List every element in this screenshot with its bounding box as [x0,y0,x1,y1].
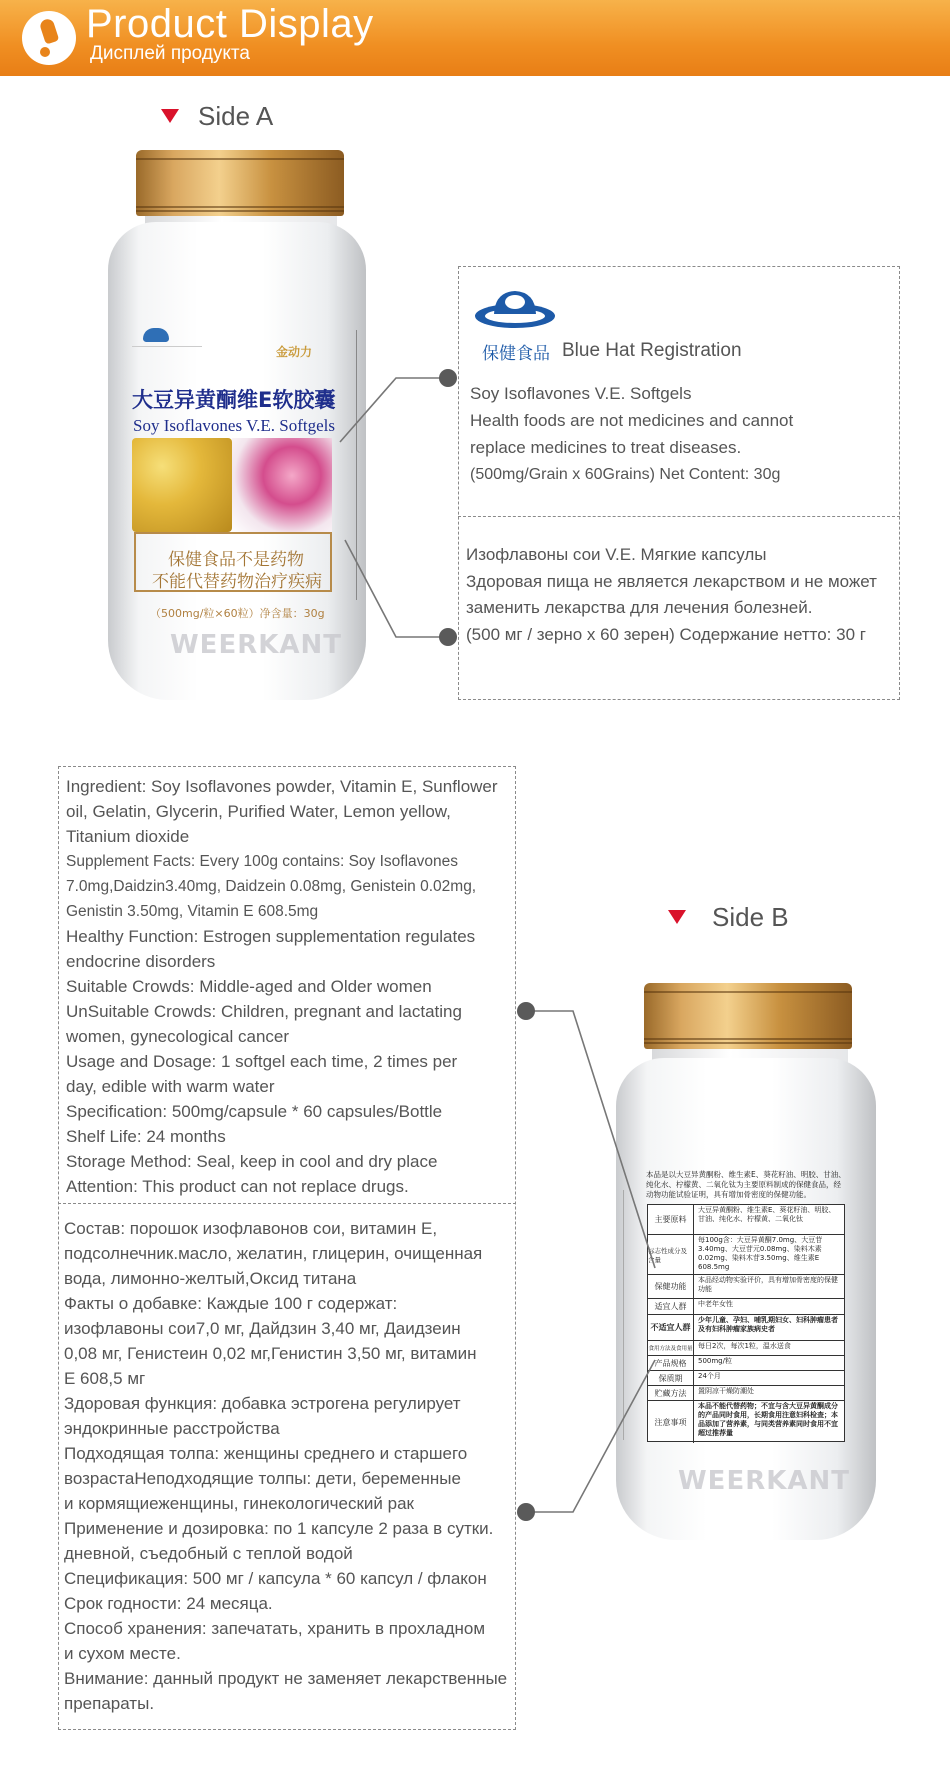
table-value: 本品不能代替药物；不宜与含大豆异黄酮成分的产品同时食用，长期食用注意妇科检查；本品添加了营养素，与同类营养素同时食用不宜超过推荐量 [698,1402,838,1437]
table-row [648,1298,844,1314]
side-b-en-line: Titanium dioxide [66,827,190,846]
side-b-ru-line: возрастаНеподходящие толпы: дети, беременные [64,1469,461,1488]
side-b-ru-line: Спецификация: 500 мг / капсула * 60 капсул / флакон [64,1569,487,1588]
table-key: 适宜人群 [648,1299,694,1314]
table-row [648,1204,844,1234]
side-b-en-line: 7.0mg,Daidzin3.40mg, Daidzein 0.08mg, Genistein 0.02mg, [66,878,477,895]
side-b-ru-line: вода, лимонно-желтый,Оксид титана [64,1269,357,1288]
table-key: 保质期 [648,1371,694,1385]
side-a-ru-line-4: (500 мг / зерно x 60 зерен) Содержание нетто: 30 г [466,625,866,644]
table-key: 标志性成分及含量 [648,1235,694,1274]
side-a-ru-line-2: Здоровая пища не является лекарством и не может [466,572,877,591]
side-a-en-line-1: Soy Isoflavones V.E. Softgels [470,384,692,403]
side-b-en-line: women, gynecological cancer [66,1027,290,1046]
page-subtitle: Дисплей продукта [90,43,250,64]
side-b-en-line: Suitable Crowds: Middle-aged and Older women [66,977,432,996]
net-content: （500mg/粒×60粒）净含量：30g [150,607,325,620]
side-a-en-line-3: replace medicines to treat diseases. [470,438,742,457]
table-row [648,1274,844,1298]
side-b-en-text [66,774,516,1199]
table-key: 不适宜人群 [648,1315,694,1340]
side-a-label: Side A [198,101,274,131]
header-banner [0,0,950,76]
table-value: 每日2次，每次1粒，温水送食 [698,1342,791,1350]
triangle-marker-icon [161,109,179,123]
blue-hat-mini-icon [143,328,169,342]
table-key: 贮藏方法 [648,1386,694,1400]
table-value: 24个月 [698,1372,721,1380]
side-b-ru-line: E 608,5 мг [64,1369,146,1388]
table-row [648,1314,844,1340]
side-b-en-line: endocrine disorders [66,952,216,971]
side-b-ru-line: 0,08 мг, Генистеин 0,02 мг,Генистин 3,50 мг, витамин [64,1344,477,1363]
side-a-en-line-2: Health foods are not medicines and cannot [470,411,794,430]
exclamation-icon [22,11,76,65]
table-row [648,1340,844,1355]
triangle-marker-icon [668,910,686,924]
side-b-en-line: UnSuitable Crowds: Children, pregnant and lactating [66,1002,462,1021]
side-b-ru-line: Внимание: данный продукт не заменяет лекарственные [64,1669,508,1688]
side-b-ru-line: препараты. [64,1694,155,1713]
side-b-ru-line: Факты о добавке: Каждые 100 г содержат: [64,1294,398,1313]
side-b-en-line: Healthy Function: Estrogen supplementation regulates [66,927,476,946]
side-b-ru-line: Применение и дозировка: по 1 капсуле 2 раза в сутки. [64,1519,494,1538]
side-b-en-line: Specification: 500mg/capsule * 60 capsules/Bottle [66,1102,443,1121]
bottle-title-cn: 大豆异黄酮维E软胶囊 [132,388,336,412]
blue-hat-title: Blue Hat Registration [562,340,742,361]
blue-hat-cn-label: 保健食品 [482,344,550,364]
table-value: 500mg/粒 [698,1357,732,1365]
side-b-ru-line: Здоровая функция: добавка эстрогена регулирует [64,1394,461,1413]
side-b-ru-line: Срок годности: 24 месяца. [64,1594,273,1613]
side-b-ru-line: изофлавоны сои7,0 мг, Дайдзин 3,40 мг, Даидзеин [64,1319,461,1338]
table-key: 主要原料 [648,1205,694,1234]
frame-line-2: 不能代替药物治疗疾病 [152,572,322,592]
side-b-ru-line: Подходящая толпа: женщины среднего и старшего [64,1444,468,1463]
soybean-image [132,438,232,532]
table-row [648,1385,844,1400]
table-value: 置阴凉干燥防潮处 [698,1387,754,1395]
woman-flower-image [232,438,332,532]
watermark: WEERKANT [170,630,342,660]
table-key: 食用方法及食用量 [648,1341,694,1355]
table-value: 少年儿童、孕妇、哺乳期妇女、妇科肿瘤患者及有妇科肿瘤家族病史者 [698,1316,838,1333]
table-key: 保健功能 [648,1275,694,1298]
table-value: 本品经动物实验评价，具有增加骨密度的保健功能 [698,1276,838,1293]
side-b-ru-line: и сухом месте. [64,1644,181,1663]
side-a-en-line-4: (500mg/Grain x 60Grains) Net Content: 30g [470,466,781,483]
side-b-en-line: Supplement Facts: Every 100g contains: Soy Isoflavones [66,853,459,870]
table-value: 每100g含：大豆异黄酮7.0mg、大豆苷3.40mg、大豆苷元0.08mg、染料木素0.02mg、染料木苷3.50mg、维生素E 608.5mg [698,1236,823,1271]
page-title: Product Display [86,2,374,46]
table-key: 产品规格 [648,1356,694,1370]
table-row [648,1234,844,1274]
side-a-ru-line-1: Изофлавоны сои V.E. Мягкие капсулы [466,545,767,564]
spec-table [647,1204,845,1442]
side-b-label: Side B [712,902,789,932]
side-b-en-line: Ingredient: Soy Isoflavones powder, Vitamin E, Sunflower [66,777,498,796]
side-b-intro: 本品是以大豆异黄酮粉、维生素E、葵花籽油、明胶、甘油、纯化水、柠檬黄、二氧化钛为主要原料制成的保健食品，经动物功能试验证明，具有增加骨密度的保健功能。 [646,1170,846,1199]
table-row [648,1400,844,1443]
side-b-ru-line: подсолнечник.масло, желатин, глицерин, очищенная [64,1244,483,1263]
side-b-en-line: Shelf Life: 24 months [66,1127,226,1146]
side-b-en-line: Genistin 3.50mg, Vitamin E 608.5mg [66,903,319,920]
brand-mini: 金动力 [276,345,313,359]
table-key: 注意事项 [648,1401,694,1443]
side-b-ru-line: Способ хранения: запечатать, хранить в прохладном [64,1619,486,1638]
side-b-ru-line: дневной, съедобный с теплой водой [64,1544,353,1563]
table-value: 中老年女性 [698,1300,733,1308]
side-b-ru-line: и кормящиеженщины, гинекологический рак [64,1494,414,1513]
watermark: WEERKANT [678,1466,850,1496]
table-value: 大豆异黄酮粉、维生素E、葵花籽油、明胶、甘油、纯化水、柠檬黄、二氧化钛 [698,1206,836,1223]
side-a-ru-line-3: заменить лекарства для лечения болезней. [466,598,813,617]
side-b-en-line: oil, Gelatin, Glycerin, Purified Water, Lemon yellow, [66,802,451,821]
table-row [648,1355,844,1370]
side-b-en-line: Usage and Dosage: 1 softgel each time, 2 times per [66,1052,458,1071]
side-b-en-line: Storage Method: Seal, keep in cool and dry place [66,1152,438,1171]
side-b-ru-line: эндокринные расстройства [64,1419,280,1438]
side-b-ru-text [64,1216,514,1716]
frame-line-1: 保健食品不是药物 [168,550,304,570]
blue-hat-logo-icon [474,288,556,338]
table-row [648,1370,844,1385]
side-b-en-line: Attention: This product can not replace drugs. [66,1177,409,1196]
bottle-title-en: Soy Isoflavones V.E. Softgels [133,416,335,435]
side-b-ru-line: Состав: порошок изофлавонов сои, витамин Е, [64,1219,438,1238]
side-b-en-line: day, edible with warm water [66,1077,275,1096]
